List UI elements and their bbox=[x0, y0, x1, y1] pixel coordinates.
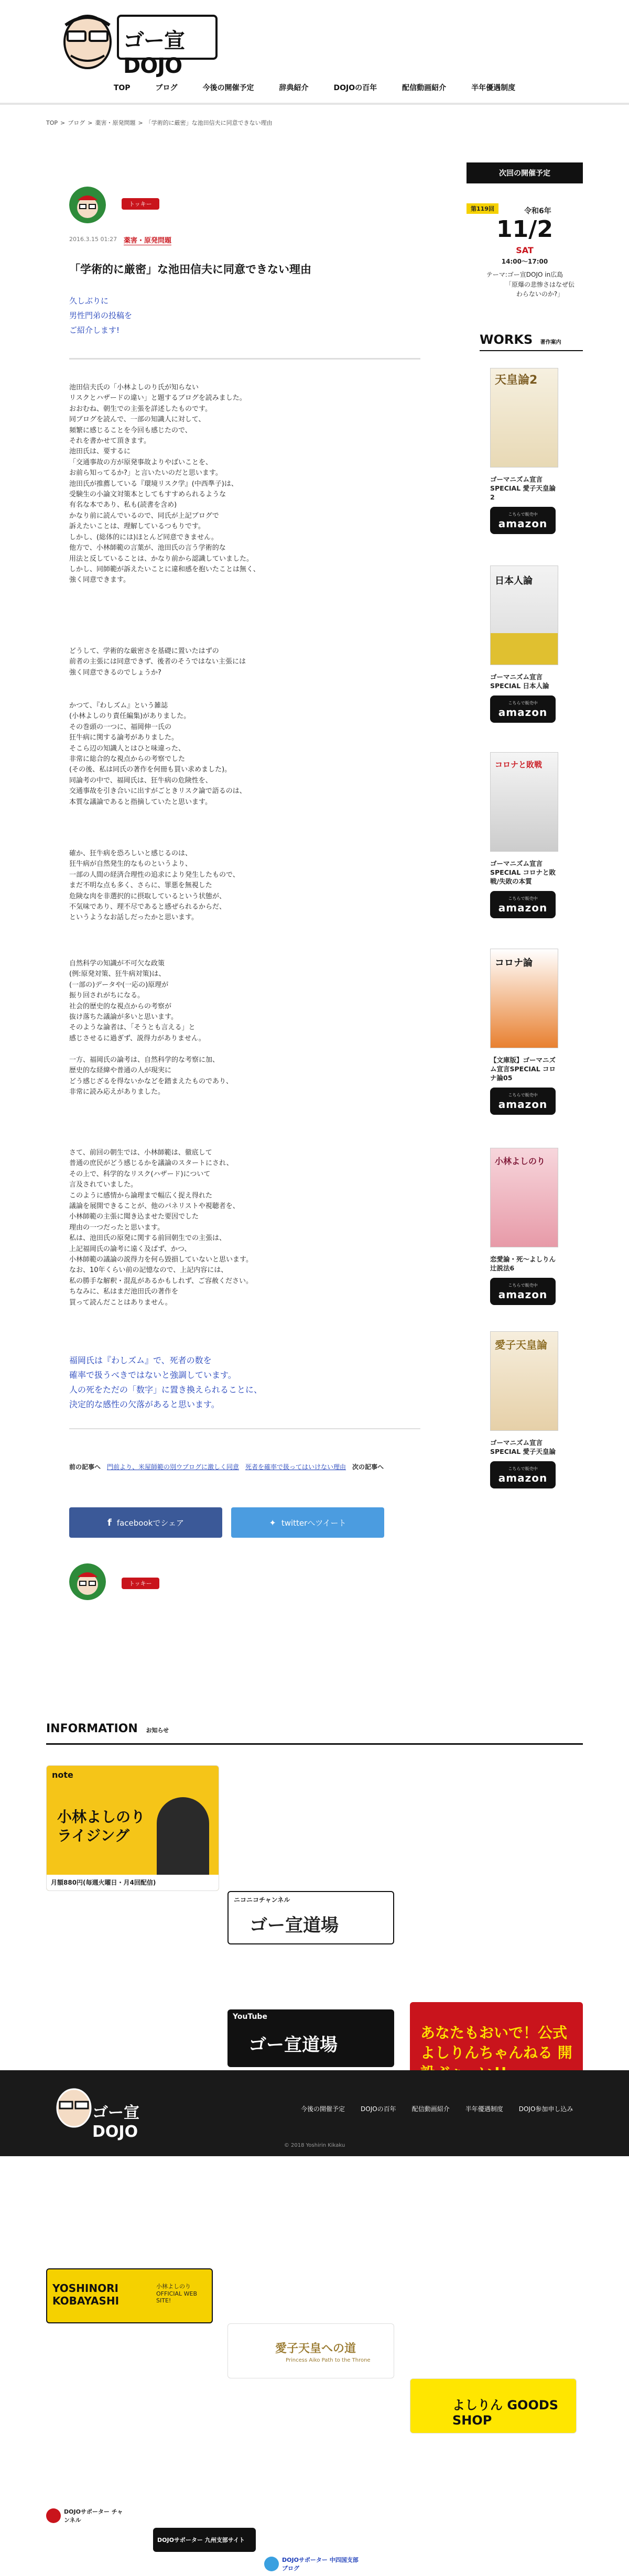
twitter-share-label: twitterへツイート bbox=[281, 1518, 346, 1528]
amazon-logo: amazon bbox=[498, 1288, 548, 1301]
article-paragraph bbox=[69, 646, 279, 678]
author-avatar[interactable] bbox=[69, 1563, 106, 1600]
article-line: お前ら知ってるか?」と言いたいのだと思います。 bbox=[69, 469, 222, 477]
amazon-button[interactable] bbox=[490, 1088, 556, 1115]
nav-blog[interactable]: ブログ bbox=[155, 84, 178, 92]
book-cover-title: 日本人論 bbox=[495, 575, 533, 586]
article-line: 訴えたいことは、理解しているつもりです。 bbox=[69, 523, 205, 531]
quote-line: 福岡氏は『わしズム』で、死者の数を bbox=[69, 1355, 212, 1365]
article-paragraph bbox=[69, 959, 279, 1044]
article-line: 交通事故を引き合いに出すがごときリスク論で語るのは、 bbox=[69, 787, 246, 796]
aiko-title: 愛子天皇への道 bbox=[275, 2342, 356, 2355]
author-tag[interactable]: トッキー bbox=[122, 1578, 159, 1589]
article-line: 理由の一つだったと思います。 bbox=[69, 1223, 164, 1232]
article-line: 抜け落ちた議論が多いと思います。 bbox=[69, 1013, 178, 1021]
kobayashi-title: YOSHINORI KOBAYASHI bbox=[52, 2282, 120, 2307]
article-line: その上で、科学的なリスク(ハザード)について bbox=[69, 1170, 211, 1178]
article-line: 小林師範の主張に聞き込ませた要因でした bbox=[69, 1213, 199, 1221]
article-line: 振り回されがちになる。 bbox=[69, 992, 145, 1000]
amazon-small: こちらで販売中 bbox=[508, 700, 538, 705]
article-line: 本質な議論であると指摘していたと思います。 bbox=[69, 798, 212, 806]
article-line: 非常に読み応えがありました。 bbox=[69, 1088, 165, 1096]
article-line: 前者の主張には同意できず、後者のそうではない主張には bbox=[69, 658, 246, 666]
article-line: 危険な肉を非選択的に摂取しているという状態が、 bbox=[69, 892, 226, 900]
work-item[interactable] bbox=[490, 949, 558, 1115]
note-title: 小林よしのりライジング bbox=[57, 1808, 146, 1844]
book-cover[interactable] bbox=[490, 368, 558, 468]
article-line: その巻頭の一つに、福岡伸一氏の bbox=[69, 723, 172, 731]
chushikoku-label: DOJOサポーター 中四国支部ブログ bbox=[282, 2557, 359, 2572]
youtube-banner[interactable] bbox=[227, 2009, 394, 2067]
yoshirin-channel-title: あなたもおいで！公式 よしりんちゃんねる 開 bbox=[420, 2024, 572, 2061]
article-line: 社会的歴史的な視点からの考察が bbox=[69, 1002, 172, 1010]
footer-nav-videos[interactable]: 配信動画紹介 bbox=[411, 2105, 450, 2113]
article-line: 私は、池田氏の原発に関する前回朝生での主張は、 bbox=[69, 1234, 226, 1243]
official-site-label: 小林よしのり OFFICIAL WEB SITE! bbox=[156, 2283, 198, 2304]
article-line: どう感じざるを得ないかなどを踏まえたものであり、 bbox=[69, 1077, 233, 1085]
article-line: そのような論者は、「そうとも言える」と bbox=[69, 1024, 196, 1032]
work-label[interactable]: ゴーマニズム宣言SPECIAL 愛子天皇論2 bbox=[490, 475, 556, 501]
book-cover-title: 愛子天皇論 bbox=[495, 1339, 547, 1351]
kobayashi-banner[interactable] bbox=[46, 2268, 213, 2323]
work-item[interactable] bbox=[490, 368, 558, 534]
niconico-title: ゴー宣道場 bbox=[250, 1915, 339, 1936]
next-label: 次の記事へ bbox=[352, 1463, 384, 1471]
article-line: なお、10年くらい前の記憶なので、上記内容には、 bbox=[69, 1266, 228, 1275]
amazon-logo: amazon bbox=[498, 1471, 548, 1484]
work-label[interactable]: ゴーマニズム宣言SPECIAL コロナと敗戦/失敗の本質 bbox=[490, 860, 556, 885]
intro-line: ご紹介します! bbox=[69, 325, 120, 335]
article-line: 小林師範の議論の説得力を何ら毀損していないと思います。 bbox=[69, 1256, 253, 1264]
article-line: 歴史的な経緯や普通の人が現実に bbox=[69, 1067, 172, 1075]
work-item[interactable] bbox=[490, 752, 558, 918]
article-line: 他方で、小林師範の言葉が、池田氏の言う学術的な bbox=[69, 544, 226, 552]
article-paragraph bbox=[69, 849, 279, 923]
supporter-icon bbox=[46, 2508, 61, 2523]
book-cover[interactable] bbox=[490, 1331, 558, 1431]
article-line: しかし、(総体的には)ほとんど同意できません。 bbox=[69, 533, 218, 541]
nav-schedule[interactable]: 今後の開催予定 bbox=[202, 84, 254, 92]
amazon-logo: amazon bbox=[498, 1097, 548, 1111]
author-tag[interactable]: トッキー bbox=[122, 198, 159, 210]
breadcrumb bbox=[46, 118, 275, 127]
work-label[interactable]: 【文庫版】ゴーマニズム宣言SPECIAL コロナ論05 bbox=[490, 1056, 556, 1082]
kyushu-label: DOJOサポーター 九州支部サイト bbox=[157, 2537, 245, 2544]
article-paragraph bbox=[69, 701, 279, 808]
footer-nav bbox=[301, 2104, 573, 2113]
article-line: リスクとハザードの違い」と題するブログを読みました。 bbox=[69, 394, 246, 403]
nav-half-year[interactable]: 半年優遇制度 bbox=[471, 84, 516, 92]
prev-post-link[interactable]: 門前より、米屋師範の別ウブログに激しく同意 bbox=[107, 1463, 240, 1471]
article-line: 感じさせるに過ぎず、説得力がありません。 bbox=[69, 1034, 205, 1042]
book-cover-title: 小林よしのり bbox=[495, 1156, 546, 1166]
divider bbox=[69, 1428, 420, 1429]
article-line: 狂牛病に関する論考がありました。 bbox=[69, 734, 179, 742]
book-cover[interactable] bbox=[490, 1148, 558, 1247]
post-date: 2016.3.15 01:27 bbox=[69, 236, 117, 243]
note-logo: note bbox=[52, 1770, 73, 1780]
post-category[interactable]: 薬害・原発問題 bbox=[124, 235, 171, 245]
article-line: 議論を展開できることが、他のパネリストや視聴者を、 bbox=[69, 1202, 240, 1211]
event-heading: 次回の開催予定 bbox=[467, 162, 583, 183]
book-cover-title: コロナと敗戦 bbox=[495, 760, 543, 769]
site-footer bbox=[0, 2070, 629, 2156]
article-line: (例:原発対策、狂牛病対策)は、 bbox=[69, 970, 166, 979]
note-banner[interactable] bbox=[46, 1765, 219, 1891]
work-label[interactable]: ゴーマニズム宣言SPECIAL 愛子天皇論 bbox=[490, 1439, 556, 1455]
article-quote bbox=[69, 1353, 262, 1412]
supporter-channel-label: DOJOサポーター チャンネル bbox=[64, 2508, 123, 2524]
intro-line: 男性門弟の投稿を bbox=[69, 311, 133, 320]
breadcrumb-current: 「学術的に厳密」な池田信夫に同意できない理由 bbox=[145, 119, 273, 126]
event-era: 令和6年 bbox=[524, 207, 551, 215]
nav-dictionary[interactable]: 辞典紹介 bbox=[279, 84, 309, 92]
footer-nav-half-year[interactable]: 半年優遇制度 bbox=[465, 2105, 503, 2113]
copyright: © 2018 Yoshirin Kikaku bbox=[284, 2143, 345, 2148]
breadcrumb-blog[interactable]: ブログ bbox=[68, 119, 85, 126]
article-line: (一部の)データや(一応の)原理が bbox=[69, 981, 169, 989]
youtube-title: ゴー宣道場 bbox=[248, 2035, 338, 2056]
article-line: まだ不明な点も多く、さらに、罪悪を無視した bbox=[69, 882, 212, 890]
footer-nav-hundred-years[interactable]: DOJOの百年 bbox=[361, 2105, 396, 2113]
page-title: 「学術的に厳密」な池田信夫に同意できない理由 bbox=[69, 263, 311, 276]
article-line: 自然科学の知識が不可欠な政策 bbox=[69, 960, 165, 968]
book-cover[interactable] bbox=[490, 949, 558, 1048]
works-title: WORKS bbox=[480, 332, 533, 347]
goods-banner[interactable] bbox=[410, 2378, 577, 2433]
works-subtitle: 著作案内 bbox=[540, 340, 561, 345]
breadcrumb-sep: > bbox=[138, 119, 143, 126]
amazon-button[interactable] bbox=[490, 507, 556, 534]
breadcrumb-sep: > bbox=[88, 119, 93, 126]
aiko-subtitle: Princess Aiko Path to the Throne bbox=[286, 2357, 371, 2363]
nav-videos[interactable]: 配信動画紹介 bbox=[402, 84, 447, 92]
breadcrumb-top[interactable]: TOP bbox=[46, 119, 58, 126]
article-line: 一部の人間の経済合理性の追求により発生したもので、 bbox=[69, 871, 240, 879]
aiko-banner[interactable] bbox=[227, 2323, 394, 2378]
amazon-small: こちらで販売中 bbox=[508, 896, 538, 901]
work-item[interactable] bbox=[490, 1331, 558, 1488]
article-line: それを書かせて頂きます。 bbox=[69, 437, 150, 445]
article-line: 上記福岡氏の論考に遠く及ばず、かつ、 bbox=[69, 1245, 191, 1253]
article-line: 不気味であり、理不尽であると感ぜられるからだ、 bbox=[69, 903, 226, 911]
article-line: 「交通事故の方が原発事故よりやばいことを、 bbox=[69, 458, 213, 466]
note-price: 月額880円(毎週火曜日・月4回配信) bbox=[47, 1875, 219, 1890]
article-line: 強く同意できます。 bbox=[69, 576, 130, 584]
footer-nav-apply[interactable]: DOJO参加申し込み bbox=[518, 2105, 573, 2113]
author-avatar[interactable] bbox=[69, 187, 106, 223]
amazon-logo: amazon bbox=[498, 517, 548, 530]
youtube-head: YouTube bbox=[233, 2013, 267, 2021]
event-time: 14:00〜17:00 bbox=[501, 258, 548, 265]
facebook-share-label: facebookでシェア bbox=[116, 1518, 185, 1528]
article-line: というようなお話しだったかと思います。 bbox=[69, 914, 198, 922]
divider bbox=[69, 358, 420, 360]
breadcrumb-category[interactable]: 薬害・原発問題 bbox=[95, 119, 136, 126]
book-cover-title: 天皇論2 bbox=[495, 374, 538, 387]
facebook-icon: f bbox=[107, 1517, 112, 1528]
prev-label: 前の記事へ bbox=[69, 1463, 101, 1471]
niconico-head: ニコニコチャンネル bbox=[234, 1896, 290, 1904]
article-line: 有名な本であり、私も(読書を含め) bbox=[69, 501, 177, 509]
article-line: おおむね、朝生での主張を詳述したものです。 bbox=[69, 405, 212, 413]
work-label[interactable]: 恋愛論・死〜よしりん辻説法6 bbox=[490, 1255, 556, 1272]
twitter-icon: ✦ bbox=[269, 1517, 276, 1528]
information-title: INFORMATION bbox=[46, 1722, 138, 1735]
event-day: SAT bbox=[516, 245, 534, 255]
quote-line: 決定的な感性の欠落があると思います。 bbox=[69, 1399, 220, 1409]
footer-nav-schedule[interactable]: 今後の開催予定 bbox=[301, 2105, 345, 2113]
article-line: 強く同意できるのでしょうか? bbox=[69, 668, 161, 677]
article-line: かなり前に読んでいるので、同氏が上記ブログで bbox=[69, 512, 219, 520]
amazon-small: こちらで販売中 bbox=[508, 512, 538, 517]
breadcrumb-sep: > bbox=[60, 119, 66, 126]
amazon-logo: amazon bbox=[498, 901, 548, 914]
article-line: かつて、『わしズム』という雑誌 bbox=[69, 702, 168, 710]
facebook-share-button[interactable] bbox=[69, 1507, 222, 1538]
article-line: 非常に総合的な視点からの考察でした bbox=[69, 755, 186, 764]
article-paragraph bbox=[69, 1148, 279, 1308]
twitter-share-button[interactable] bbox=[231, 1507, 384, 1538]
amazon-small: こちらで販売中 bbox=[508, 1466, 538, 1471]
works-heading bbox=[480, 332, 561, 347]
article-line: (小林よしのり責任編集)がありました。 bbox=[69, 712, 191, 721]
next-post-link[interactable]: 死者を確率で扱ってはいけない理由 bbox=[245, 1463, 346, 1471]
divider bbox=[480, 350, 583, 351]
article-line: 普通の庶民がどう感じるかを議論のスタートにされ、 bbox=[69, 1159, 233, 1168]
article-line: (その後、私は同氏の著作を何冊も買い求めました)。 bbox=[69, 766, 232, 774]
next-event-card[interactable] bbox=[467, 162, 583, 304]
book-cover[interactable] bbox=[490, 566, 558, 665]
nav-top[interactable]: TOP bbox=[113, 84, 131, 92]
amazon-button[interactable] bbox=[490, 891, 556, 918]
article-line: 確か、狂牛病を恐ろしいと感じるのは、 bbox=[69, 850, 192, 857]
quote-line: 確率で扱うべきではないと強調しています。 bbox=[69, 1370, 236, 1380]
event-theme: テーマ:ゴー宣DOJO in広島 bbox=[486, 271, 563, 278]
goods-title: よしりん GOODS SHOP bbox=[452, 2398, 559, 2428]
article-line: どうして、学術的な厳密さを基礎に置いたはずの bbox=[69, 647, 219, 655]
article-line: 池田氏が推薦している『環境リスク学』(中西準子)は、 bbox=[69, 480, 238, 488]
article-paragraph bbox=[69, 1055, 279, 1098]
niconico-banner[interactable] bbox=[227, 1891, 394, 1944]
author-photo bbox=[157, 1797, 209, 1876]
supporter-channel-banner[interactable] bbox=[46, 2504, 140, 2528]
book-cover-title: コロナ論 bbox=[495, 958, 533, 969]
article-line: 同ブログを読んで、一部の知識人に対して、 bbox=[69, 416, 205, 424]
amazon-small: こちらで販売中 bbox=[508, 1282, 538, 1288]
article-line: 用法と反していることは、かなり前から認識していました。 bbox=[69, 555, 254, 563]
event-date: 11/2 bbox=[496, 216, 553, 243]
article-line: 一方、福岡氏の論考は、自然科学的な考察に加、 bbox=[69, 1056, 220, 1064]
work-item[interactable] bbox=[490, 566, 558, 723]
article-line: 同論考の中で、福岡氏は、狂牛病の危険性を、 bbox=[69, 776, 212, 785]
divider bbox=[46, 1743, 583, 1745]
footer-mascot-icon bbox=[50, 2083, 97, 2130]
article-line: 池田氏は、要するに bbox=[69, 448, 131, 456]
article-paragraph bbox=[69, 383, 279, 586]
article-line: 池田信夫氏の「小林よしのり氏が知らない bbox=[69, 384, 199, 392]
information-subtitle: お知らせ bbox=[146, 1727, 169, 1734]
amazon-small: こちらで販売中 bbox=[508, 1092, 538, 1097]
intro-line: 久しぶりに bbox=[69, 296, 109, 306]
site-logo[interactable] bbox=[50, 4, 223, 78]
footer-logo[interactable] bbox=[50, 2083, 166, 2141]
amazon-button[interactable] bbox=[490, 695, 556, 723]
article-intro bbox=[69, 294, 132, 338]
book-cover[interactable] bbox=[490, 752, 558, 852]
article-line: ちなみに、私はまだ池田氏の著作を bbox=[69, 1288, 179, 1296]
logo-text: ゴー宣DOJO bbox=[123, 29, 185, 78]
article-line: さて、前回の朝生では、小林師範は、徹底して bbox=[69, 1149, 212, 1157]
footer-logo-text: ゴー宣DOJO bbox=[92, 2104, 139, 2141]
event-number: 第119回 bbox=[467, 203, 498, 214]
site-header bbox=[0, 0, 629, 105]
article-line: 頻繁に感じることを今回も感じたので、 bbox=[69, 426, 192, 434]
article-line: しかし、同師範が訴えたいことに違和感を抱いたことは無く、 bbox=[69, 565, 260, 573]
article-line: このように感情から論理まで幅広く捉え得れた bbox=[69, 1191, 213, 1200]
amazon-button[interactable] bbox=[490, 1461, 556, 1488]
work-item[interactable] bbox=[490, 1148, 558, 1305]
kyushu-banner[interactable] bbox=[153, 2528, 256, 2552]
article-line: そこら辺の知識人とはひと味違った、 bbox=[69, 744, 186, 753]
supporter-icon bbox=[264, 2557, 279, 2571]
global-nav bbox=[0, 78, 629, 99]
amazon-logo: amazon bbox=[498, 705, 548, 719]
quote-line: 人の死をただの「数字」に置き換えられることに、 bbox=[69, 1385, 263, 1395]
amazon-button[interactable] bbox=[490, 1278, 556, 1305]
work-label[interactable]: ゴーマニズム宣言SPECIAL 日本人論 bbox=[490, 673, 549, 690]
article-line: 言及されていました。 bbox=[69, 1181, 138, 1189]
chushikoku-banner[interactable] bbox=[264, 2552, 364, 2576]
article-line: 受験生の小論文対策本としてもすすめられるような bbox=[69, 491, 226, 499]
article-line: 買って読んだことはありません。 bbox=[69, 1298, 172, 1307]
nav-hundred-years[interactable]: DOJOの百年 bbox=[333, 84, 377, 92]
article-line: 狂牛病が自然発生的なものというより、 bbox=[69, 860, 192, 868]
event-subtheme: 「原爆の悲惨さはなぜ伝わらないのか?」 bbox=[505, 281, 574, 298]
information-heading bbox=[46, 1722, 169, 1735]
post-navigation bbox=[69, 1462, 384, 1471]
article-line: 私の勝手な解釈・混乱があるかもしれず、ご容赦ください。 bbox=[69, 1277, 253, 1285]
